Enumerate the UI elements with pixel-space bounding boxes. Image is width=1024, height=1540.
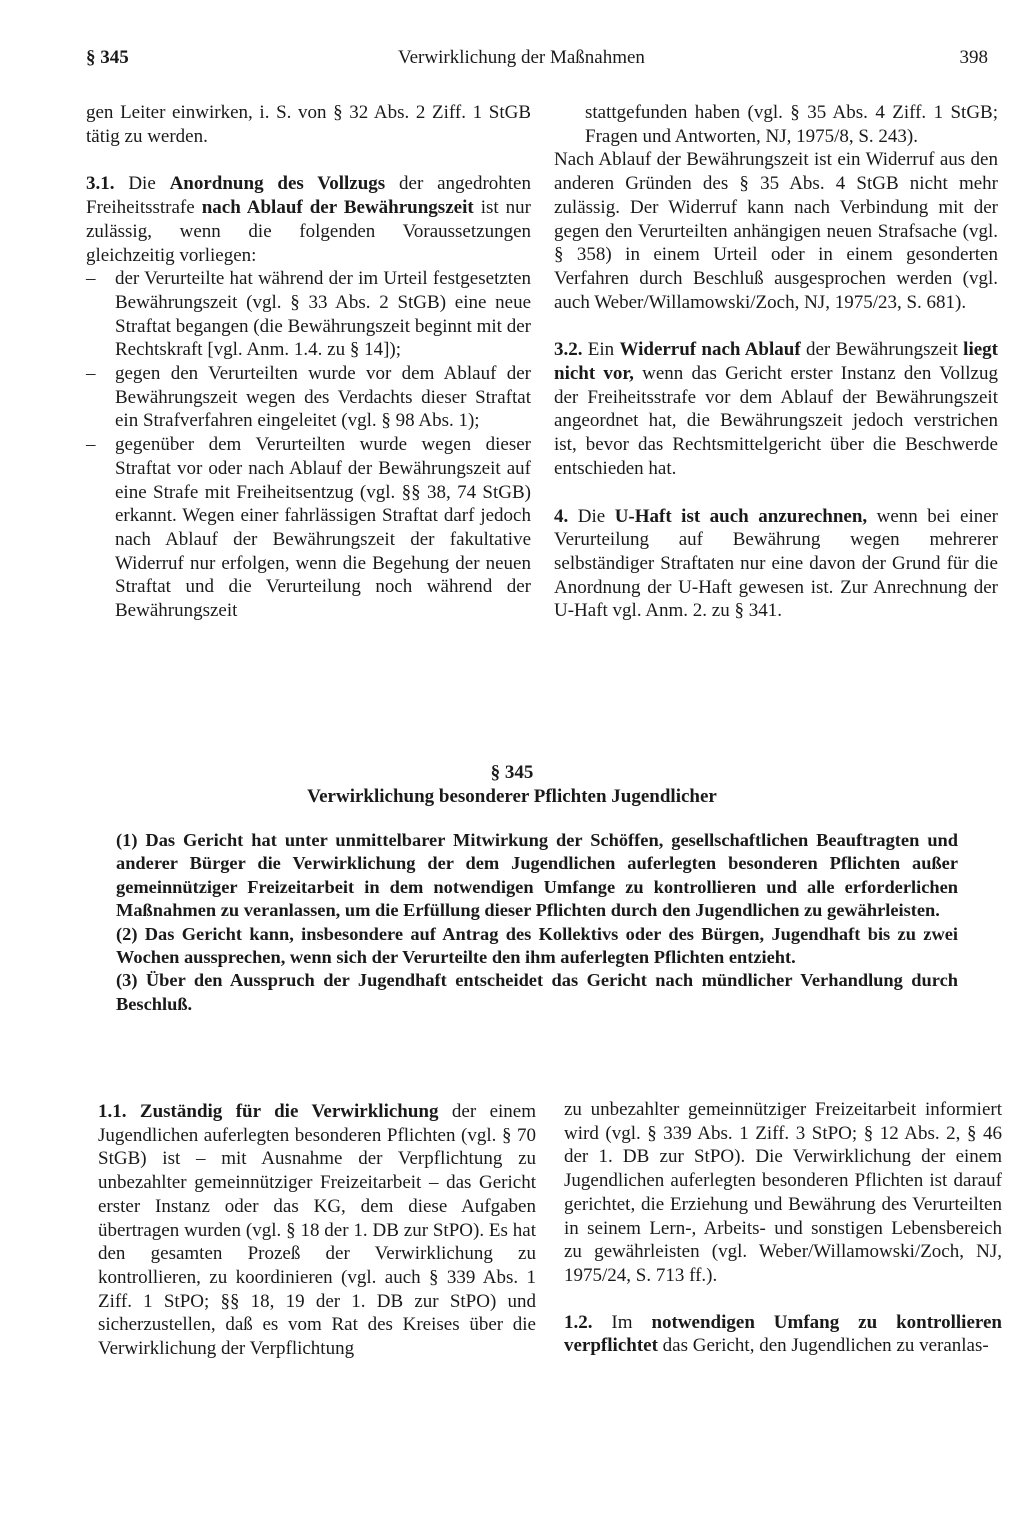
law-section-number: § 345 [490, 762, 534, 783]
key-term: U-Haft ist auch anzurechnen, [614, 505, 868, 527]
annotation-number: 3.1. [86, 173, 115, 195]
left-column-bottom [98, 1100, 536, 1361]
annotation-number: 4. [554, 505, 569, 527]
left-column-top [86, 101, 531, 623]
annotation-4: 4. Die U-Haft ist auch anzurechnen, wenn bei einer Verurteilung auf Bewährung wegen mehrerer selbständiger Straftaten nur eine davon der Grund für die Anordnung der U-Haft gewesen ist. Zur Anrechnung der U-Haft vgl. Anm. 2. zu § 341. [554, 505, 998, 622]
annotation-3-1: 3.1. Die Anordnung des Vollzugs der angedrohten Freiheitsstrafe nach Ablauf der Bewährungszeit ist nur zulässig, wenn die folgenden Voraussetzungen gleichzeitig vorliegen: [86, 173, 532, 266]
continued-paragraph: zu unbezahlter gemeinnütziger Freizeitarbeit informiert wird (vgl. § 339 Abs. 1 Ziff. 3 StPO; § 12 Abs. 2, § 46 der 1. DB zur StPO). Die Verwirklichung der einem Jugendlichen auferlegten besonderen Pflichten ist darauf gerichtet, die Erziehung und Bewährung des Verurteilten in seinem Lern-, Arbeits- und sonstigen Lebensbereich zu gewährleisten (vgl. Weber/Willamowski/Zoch, NJ, 1975/24, S. 713 ff.). [564, 1099, 1002, 1286]
annotation-number: 3.2. [554, 339, 583, 361]
law-paragraph-3: (3) Über den Ausspruch der Jugendhaft entscheidet das Gericht nach mündlicher Verhandlung durch Beschluß. [116, 970, 958, 1014]
key-term: notwendigen Umfang zu kontrollieren verpflichtet [564, 1311, 1002, 1357]
key-term: Zuständig für die Verwirklichung [139, 1101, 439, 1122]
list-item: – gegenüber dem Verurteilten wurde wegen dieser Straftat vor oder nach Ablauf der Bewährungszeit auf eine Strafe mit Freiheitsentzug (vgl. §§ 38, 74 StGB) erkannt. Wegen einer fahrlässigen Straftat darf jedoch nach Ablauf der Bewährungszeit der fakultative Widerruf nur erfolgen, wenn die Begehung der neuen Straftat und die Verurteilung noch während der Bewährungszeit [86, 433, 531, 623]
page-number: 398 [959, 47, 988, 68]
paragraph: Nach Ablauf der Bewährungszeit ist ein Widerruf aus den anderen Gründen des § 35 Abs. 4 StGB nicht mehr zulässig. Der Widerruf kann nach Verbindung mit der gegen den Verurteilten anhängigen neuen Strafsache (vgl. § 358) in einem Urteil oder in einem gesonderten Verfahren durch Beschluß ausgesprochen werden (vgl. auch Weber/Willamowski/Zoch, NJ, 1975/23, S. 681). [554, 149, 998, 313]
annotation-3-2: 3.2. Ein Widerruf nach Ablauf der Bewährungszeit liegt nicht vor, wenn das Gericht erster Instanz den Vollzug der Freiheitsstrafe vor dem Ablauf der Bewährungszeit angeordnet hat, die Bewährungszeit jedoch verstrichen ist, bevor das Rechtsmittelgericht über die Beschwerde entschieden hat. [554, 339, 998, 479]
law-section-title: Verwirklichung besonderer Pflichten Jugendlicher [307, 786, 717, 807]
key-term: nach Ablauf der Bewährungszeit [201, 197, 474, 219]
conditions-list [86, 267, 531, 623]
list-item: – gegen den Verurteilten wurde vor dem Ablauf der Bewährungszeit wegen des Verdachts dieser Straftat ein Strafverfahren eingeleitet (vgl. § 98 Abs. 1); [86, 362, 531, 433]
annotation-number: 1.1. [98, 1101, 127, 1122]
right-column-top [554, 101, 998, 623]
continued-paragraph: gen Leiter einwirken, i. S. von § 32 Abs. 2 Ziff. 1 StGB tätig zu werden. [86, 102, 531, 147]
key-term: Anordnung des Vollzugs [169, 173, 386, 195]
law-paragraph-2: (2) Das Gericht kann, insbesondere auf Antrag des Kollektivs oder des Bürgen, Jugendhaft bis zu zwei Wochen aussprechen, wenn sich der Verurteilte den ihm auferlegten Pflichten entzieht. [116, 923, 958, 968]
running-header-title: Verwirklichung der Maßnahmen [398, 47, 645, 68]
continued-list-item: stattgefunden haben (vgl. § 35 Abs. 4 Ziff. 1 StGB; Fragen und Antworten, NJ, 1975/8, S. 243). [585, 102, 998, 147]
key-term: Widerruf nach Ablauf [619, 339, 801, 361]
list-item: – der Verurteilte hat während der im Urteil festgesetzten Bewährungszeit (vgl. § 33 Abs. 2 StGB) eine neue Straftat begangen (die Bewährungszeit beginnt mit der Rechtskraft [vgl. Anm. 1.4. zu § 14]); [86, 267, 531, 362]
law-text [116, 829, 958, 1016]
key-term: liegt nicht vor, [554, 339, 998, 385]
law-paragraph-1: (1) Das Gericht hat unter unmittelbarer Mitwirkung der Schöffen, gesellschaftlichen Beauftragten und anderer Bürger die Verwirklichung der dem Jugendlichen auferlegten besonderen Pflichten außer gemeinnütziger Freizeitarbeit in dem notwendigen Umfange zu kontrollieren und alle erforderlichen Maßnahmen zu veranlassen, um die Erfüllung dieser Pflichten durch den Jugendlichen zu gewährleisten. [116, 830, 958, 921]
annotation-1-2: 1.2. Im notwendigen Umfang zu kontrollieren verpflichtet das Gericht, den Jugendlichen zu veranlas- [564, 1311, 1002, 1357]
right-column-bottom [564, 1098, 1002, 1358]
running-header-section: § 345 [86, 47, 129, 68]
annotation-1-1: 1.1. Zuständig für die Verwirklichung der einem Jugendlichen auferlegten besonderen Pflichten (vgl. § 70 StGB) ist – mit Ausnahme der Verpflichtung zu unbezahlter gemeinnütziger Freizeitarbeit – das Gericht erster Instanz oder das KG, dem diese Aufgaben übertragen wurden (vgl. § 18 der 1. DB zur StPO). Es hat den gesamten Prozeß der Verwirklichung zu kontrollieren, zu koordinieren (vgl. auch § 339 Abs. 1 Ziff. 1 StPO; §§ 18, 19 der 1. DB zur StPO) und sicherzustellen, daß es vom Rat des Kreises über die Verwirklichung der Verpflichtung [98, 1101, 537, 1360]
annotation-number: 1.2. [564, 1311, 593, 1333]
